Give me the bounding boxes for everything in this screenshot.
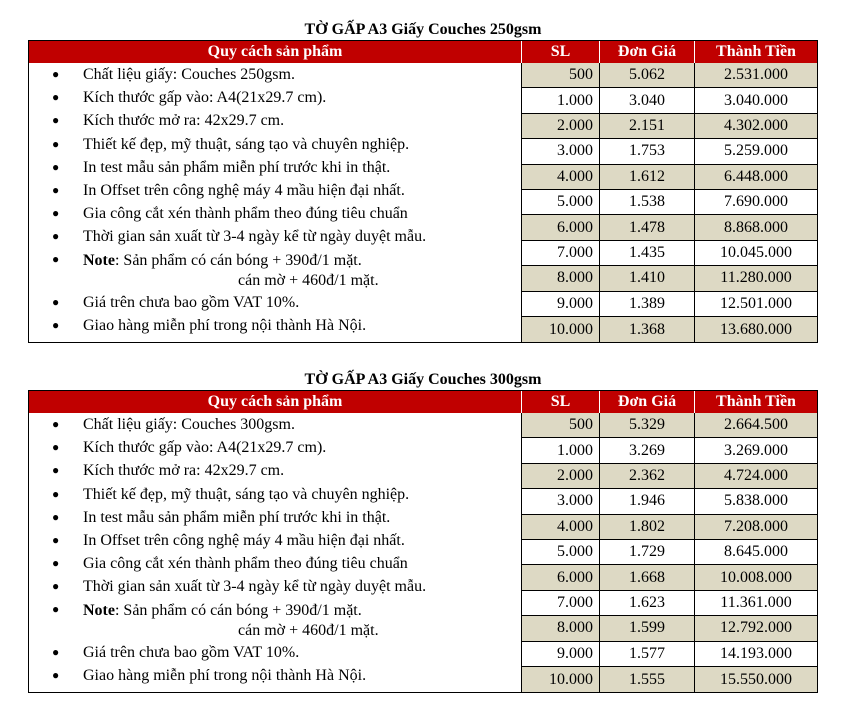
spec-text: In Offset trên công nghệ máy 4 mầu hiện đại nhất. [83,531,405,549]
bullet-icon: ● [52,317,60,332]
quantity-cell: 3.000 [522,489,600,513]
table-row [522,565,817,590]
header-total: Thành Tiền [716,43,796,60]
unit-price-cell: 2.151 [600,114,695,138]
spec-list [29,413,522,692]
note-line: cán mờ + 460đ/1 mặt. [238,621,379,639]
total-cell: 7.690.000 [724,193,788,211]
total-cell: 8.645.000 [724,543,788,561]
spec-text: Kích thước mở ra: 42x29.7 cm. [83,112,285,130]
unit-price-cell: 1.389 [600,292,695,316]
total-cell: 12.792.000 [720,619,792,637]
unit-price-cell: 1.368 [600,317,695,342]
spec-text: Kích thước gấp vào: A4(21x29.7 cm). [83,89,327,107]
spec-item [29,483,521,506]
unit-price-cell: 1.538 [600,190,695,214]
spec-text: Kích thước gấp vào: A4(21x29.7 cm). [83,439,327,457]
bullet-icon: ● [52,644,60,659]
price-table-300gsm [28,370,818,693]
total-cell: 6.448.000 [724,167,788,185]
table-row [522,464,817,489]
table-row [522,114,817,139]
quantity-cell: 6.000 [522,565,600,589]
total-cell: 5.259.000 [724,142,788,160]
table-row [522,292,817,317]
spec-item [29,575,521,598]
bullet-icon: ● [52,67,60,81]
quantity-cell: 8.000 [522,616,600,640]
table-title: TỜ GẤP A3 Giấy Couches 300gsm [304,371,542,388]
unit-price-cell: 3.269 [600,438,695,462]
table-row [522,515,817,540]
spec-text: Giá trên chưa bao gồm VAT 10%. [83,293,300,311]
total-cell: 8.868.000 [724,218,788,236]
table-row [522,215,817,240]
spec-item [29,436,521,459]
quantity-cell: 2.000 [522,464,600,488]
bullet-icon: ● [52,182,60,197]
quantity-cell: 5.000 [522,190,600,214]
table-body [29,413,817,692]
unit-price-cell: 5.329 [600,413,695,437]
total-cell: 7.208.000 [724,517,788,535]
spec-item [29,641,521,664]
header-sl: SL [522,41,600,63]
bullet-icon: ● [52,440,60,455]
spec-text: Giá trên chưa bao gồm VAT 10%. [83,643,300,661]
bullet-icon: ● [52,136,60,151]
spec-text: Chất liệu giấy: Couches 300gsm. [83,416,295,433]
total-cell: 3.269.000 [724,441,788,459]
spec-item [29,86,521,109]
unit-price-cell: 1.410 [600,266,695,290]
total-cell: 4.724.000 [724,466,788,484]
total-cell: 11.280.000 [720,269,792,287]
table-body [29,63,817,342]
total-cell: 2.664.500 [724,416,788,434]
unit-price-cell: 1.623 [600,591,695,615]
spec-item [29,529,521,552]
quantity-cell: 5.000 [522,540,600,564]
total-cell: 15.550.000 [720,670,792,688]
unit-price-cell: 1.753 [600,139,695,163]
bullet-icon: ● [52,486,60,501]
bullet-icon: ● [52,417,60,431]
header-total: Thành Tiền [716,393,796,410]
total-cell: 4.302.000 [724,116,788,134]
spec-text: In test mẫu sản phẩm miễn phí trước khi in thật. [83,158,391,176]
total-cell: 11.361.000 [720,593,792,611]
header-spec: Quy cách sản phẩm [29,41,522,63]
price-rows [522,413,817,692]
table-row [522,540,817,565]
spec-text: Thiết kế đẹp, mỹ thuật, sáng tạo và chuyên nghiệp. [83,485,410,503]
spec-item [29,664,521,687]
spec-item [29,413,521,436]
table-row [522,63,817,88]
table-row [522,438,817,463]
unit-price-cell: 1.478 [600,215,695,239]
quantity-cell: 4.000 [522,515,600,539]
spec-text: Kích thước mở ra: 42x29.7 cm. [83,462,285,480]
bullet-icon: ● [52,159,60,174]
quantity-cell: 3.000 [522,139,600,163]
unit-price-cell: 1.946 [600,489,695,513]
unit-price-cell: 3.040 [600,88,695,112]
note-label: Note [83,251,115,269]
unit-price-cell: 1.435 [600,241,695,265]
bullet-icon: ● [52,294,60,309]
quantity-cell: 1.000 [522,438,600,462]
quantity-cell: 500 [522,413,600,437]
quantity-cell: 10.000 [522,667,600,692]
spec-item [29,225,521,248]
note-label: Note [83,601,115,619]
price-table [28,390,818,693]
bullet-icon: ● [52,532,60,547]
bullet-icon: ● [52,229,60,244]
spec-item [29,202,521,225]
table-row [522,241,817,266]
spec-text: Giao hàng miễn phí trong nội thành Hà Nội. [83,316,367,334]
note-line: : Sản phẩm có cán bóng + 390đ/1 mặt. [114,601,362,619]
spec-item [29,459,521,482]
bullet-icon: ● [52,579,60,594]
total-cell: 5.838.000 [724,492,788,510]
unit-price-cell: 1.802 [600,515,695,539]
spec-item [29,179,521,202]
table-title: TỜ GẤP A3 Giấy Couches 250gsm [304,21,542,38]
spec-text: Thời gian sản xuất từ 3-4 ngày kể từ ngày duyệt mẫu. [83,228,427,246]
spec-item [29,506,521,529]
bullet-icon: ● [52,509,60,524]
quantity-cell: 9.000 [522,292,600,316]
spec-item [29,314,521,337]
unit-price-cell: 2.362 [600,464,695,488]
bullet-icon: ● [52,463,60,478]
table-row [522,190,817,215]
header-price: Đơn Giá [600,41,695,63]
price-rows [522,63,817,342]
spec-note [29,249,521,291]
table-row [522,139,817,164]
spec-item [29,156,521,179]
unit-price-cell: 1.612 [600,165,695,189]
table-row [522,88,817,113]
table-header [29,391,817,413]
quantity-cell: 10.000 [522,317,600,342]
spec-list [29,63,522,342]
spec-text: Giao hàng miễn phí trong nội thành Hà Nội. [83,666,367,684]
note-line: cán mờ + 460đ/1 mặt. [238,271,379,289]
spec-text: Gia công cắt xén thành phẩm theo đúng tiêu chuẩn [83,205,408,223]
spec-item [29,133,521,156]
bullet-icon: ● [52,667,60,682]
spec-item [29,109,521,132]
note-line: : Sản phẩm có cán bóng + 390đ/1 mặt. [114,251,362,269]
header-price: Đơn Giá [600,391,695,413]
spec-text: In Offset trên công nghệ máy 4 mầu hiện đại nhất. [83,181,405,199]
unit-price-cell: 1.577 [600,642,695,666]
quantity-cell: 1.000 [522,88,600,112]
price-table-250gsm [28,20,818,343]
unit-price-cell: 5.062 [600,63,695,87]
spec-item [29,552,521,575]
spec-text: In test mẫu sản phẩm miễn phí trước khi in thật. [83,508,391,526]
header-sl: SL [522,391,600,413]
table-row [522,642,817,667]
price-table [28,40,818,343]
total-cell: 12.501.000 [720,294,792,312]
total-cell: 13.680.000 [720,320,792,338]
unit-price-cell: 1.668 [600,565,695,589]
table-row [522,489,817,514]
table-header [29,41,817,63]
spec-text: Gia công cắt xén thành phẩm theo đúng tiêu chuẩn [83,555,408,573]
bullet-icon: ● [52,90,60,105]
bullet-icon: ● [52,206,60,221]
quantity-cell: 8.000 [522,266,600,290]
unit-price-cell: 1.729 [600,540,695,564]
bullet-icon: ● [52,556,60,571]
quantity-cell: 2.000 [522,114,600,138]
table-row [522,165,817,190]
table-row [522,591,817,616]
quantity-cell: 4.000 [522,165,600,189]
bullet-icon: ● [52,251,60,266]
quantity-cell: 7.000 [522,591,600,615]
total-cell: 10.008.000 [720,568,792,586]
total-cell: 10.045.000 [720,243,792,261]
spec-text: Thời gian sản xuất từ 3-4 ngày kể từ ngày duyệt mẫu. [83,578,427,596]
bullet-icon: ● [52,113,60,128]
spec-text: Chất liệu giấy: Couches 250gsm. [83,66,295,83]
bullet-icon: ● [52,601,60,616]
unit-price-cell: 1.555 [600,667,695,692]
quantity-cell: 7.000 [522,241,600,265]
table-row [522,667,817,692]
quantity-cell: 500 [522,63,600,87]
table-row [522,616,817,641]
total-cell: 2.531.000 [724,66,788,84]
quantity-cell: 6.000 [522,215,600,239]
header-spec: Quy cách sản phẩm [29,391,522,413]
table-row [522,317,817,342]
spec-text: Thiết kế đẹp, mỹ thuật, sáng tạo và chuyên nghiệp. [83,135,410,153]
total-cell: 3.040.000 [724,91,788,109]
spec-note [29,599,521,641]
unit-price-cell: 1.599 [600,616,695,640]
spec-item [29,63,521,86]
table-row [522,413,817,438]
quantity-cell: 9.000 [522,642,600,666]
total-cell: 14.193.000 [720,644,792,662]
table-row [522,266,817,291]
spec-item [29,291,521,314]
